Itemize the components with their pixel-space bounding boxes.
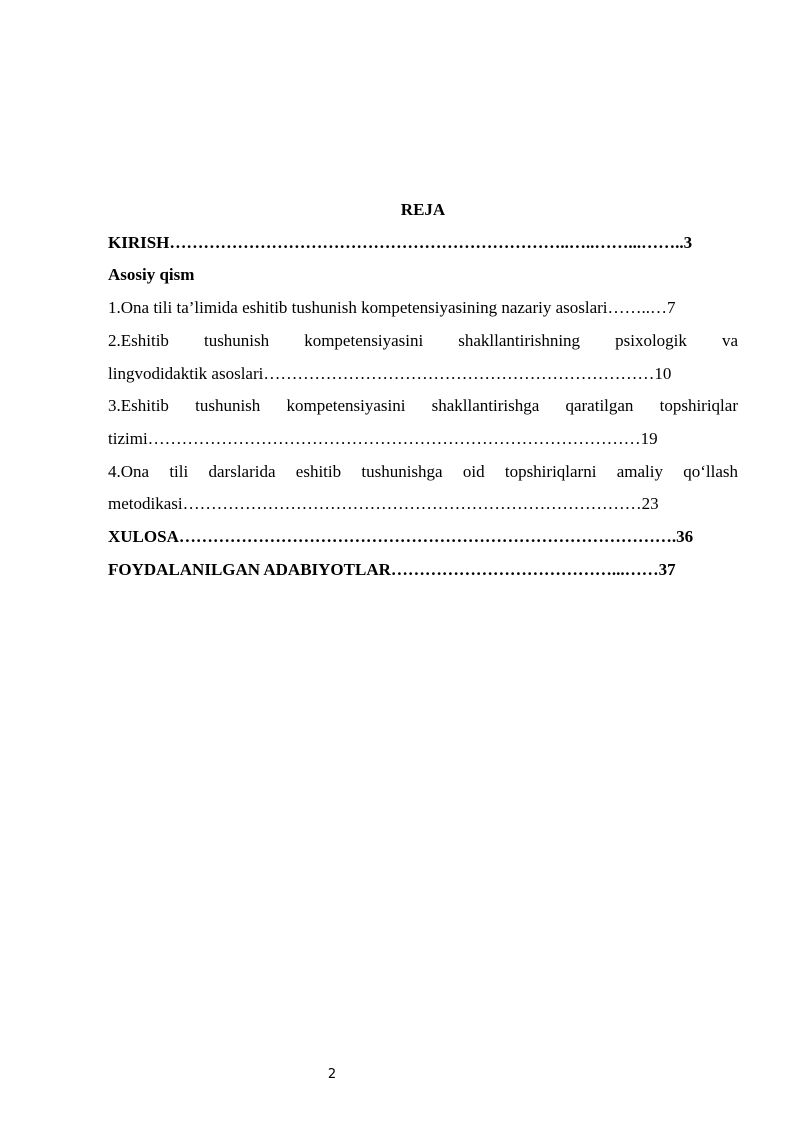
- toc-entry-chapter-3-line-2: tizimi……………………………………………………………………………19: [108, 428, 658, 448]
- toc-entry-chapter-4-line-1: 4.Ona tili darslarida eshitib tushunishga oid topshiriqlarni amaliy qo‘llash: [108, 461, 738, 481]
- toc-entry-chapter-4-line-2: metodikasi………………………………………………………………………23: [108, 494, 659, 514]
- table-of-contents: [108, 194, 738, 586]
- toc-entry-conclusion: XULOSA…………………………………………………………………………….36: [108, 527, 694, 547]
- toc-entry-introduction: KIRISH……………………………………………………………..…..……...……..3: [108, 232, 693, 252]
- toc-entry-chapter-2-line-1: 2.Eshitib tushunish kompetensiyasini shakllantirishning psixologik va: [108, 330, 738, 350]
- toc-title: REJA: [400, 200, 446, 219]
- toc-entry-chapter-1: 1.Ona tili ta’limida eshitib tushunish kompetensiyasining nazariy asoslari……..…7: [108, 298, 676, 318]
- page-number: 2: [327, 1067, 337, 1082]
- toc-section-heading: Asosiy qism: [108, 265, 195, 285]
- toc-entry-references: FOYDALANILGAN ADABIYOTLAR…………………………………...……37: [108, 559, 676, 579]
- toc-entry-chapter-3-line-1: 3.Eshitib tushunish kompetensiyasini shakllantirishga qaratilgan topshiriqlar: [108, 396, 738, 416]
- toc-entry-chapter-2-line-2: lingvodidaktik asoslari……………………………………………………………10: [108, 363, 672, 383]
